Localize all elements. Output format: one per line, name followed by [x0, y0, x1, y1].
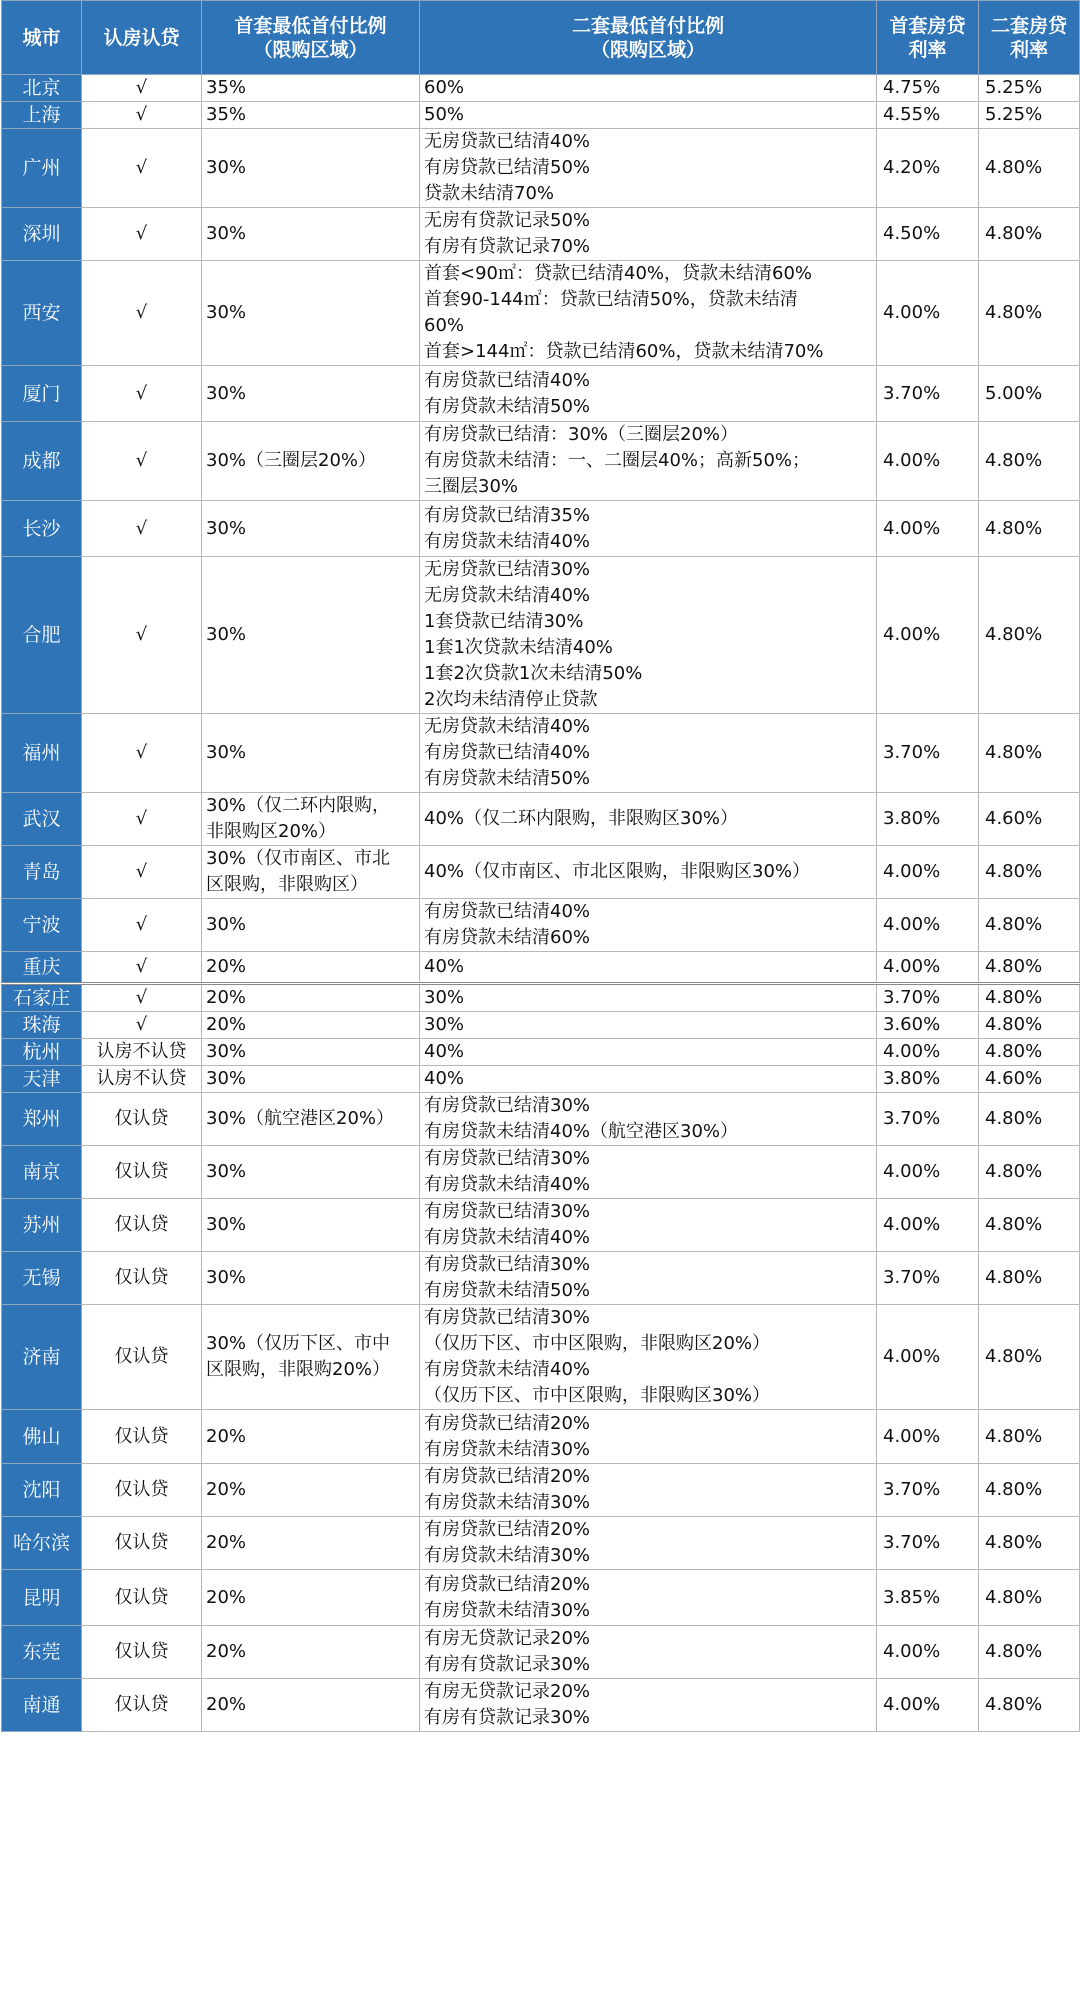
cell-second-down-payment: 50%	[420, 102, 877, 129]
cell-second-down-payment: 有房贷款已结清30% 有房贷款未结清50%	[420, 1252, 877, 1305]
cell-first-down-payment: 30%	[202, 899, 420, 952]
cell-recognition: 仅认贷	[82, 1199, 202, 1252]
cell-second-down-payment: 40%	[420, 952, 877, 984]
cell-second-rate: 4.80%	[979, 422, 1080, 501]
cell-second-down-payment: 60%	[420, 75, 877, 102]
table-row	[2, 1093, 1080, 1146]
cell-first-down-payment: 30%	[202, 1066, 420, 1093]
cell-first-rate: 3.70%	[877, 1464, 979, 1517]
table-row	[2, 75, 1080, 102]
cell-first-rate: 3.70%	[877, 1252, 979, 1305]
cell-recognition: 仅认贷	[82, 1626, 202, 1679]
cell-first-rate: 4.00%	[877, 1626, 979, 1679]
cell-city: 福州	[2, 714, 82, 793]
cell-city: 南通	[2, 1679, 82, 1732]
cell-first-down-payment: 30%	[202, 501, 420, 557]
cell-second-down-payment: 有房贷款已结清30% 有房贷款未结清40%	[420, 1199, 877, 1252]
table-row	[2, 1679, 1080, 1732]
cell-second-rate: 4.80%	[979, 1410, 1080, 1464]
cell-first-rate: 4.00%	[877, 1305, 979, 1410]
cell-first-down-payment: 20%	[202, 1679, 420, 1732]
cell-second-down-payment: 40%（仅市南区、市北区限购，非限购区30%）	[420, 846, 877, 899]
cell-city: 成都	[2, 422, 82, 501]
cell-city: 西安	[2, 261, 82, 366]
cell-first-rate: 4.00%	[877, 1199, 979, 1252]
cell-city: 苏州	[2, 1199, 82, 1252]
cell-second-down-payment: 有房贷款已结清30% （仅历下区、市中区限购，非限购区20%） 有房贷款未结清40% （仅历下区、市中区限购，非限购区30%）	[420, 1305, 877, 1410]
cell-recognition: √	[82, 261, 202, 366]
cell-second-down-payment: 有房贷款已结清20% 有房贷款未结清30%	[420, 1464, 877, 1517]
cell-first-down-payment: 20%	[202, 1464, 420, 1517]
cell-second-rate: 4.80%	[979, 557, 1080, 714]
cell-second-rate: 5.25%	[979, 75, 1080, 102]
cell-first-rate: 3.60%	[877, 1012, 979, 1039]
cell-second-down-payment: 有房无贷款记录20% 有房有贷款记录30%	[420, 1679, 877, 1732]
cell-recognition: √	[82, 557, 202, 714]
cell-second-down-payment: 有房贷款已结清20% 有房贷款未结清30%	[420, 1570, 877, 1626]
cell-second-down-payment: 30%	[420, 1012, 877, 1039]
header-city: 城市	[2, 1, 82, 75]
cell-first-down-payment: 30%（航空港区20%）	[202, 1093, 420, 1146]
cell-second-rate: 4.80%	[979, 1464, 1080, 1517]
cell-first-rate: 3.70%	[877, 1517, 979, 1570]
cell-city: 沈阳	[2, 1464, 82, 1517]
cell-first-rate: 4.00%	[877, 952, 979, 984]
cell-second-rate: 4.80%	[979, 1570, 1080, 1626]
cell-recognition: 认房不认贷	[82, 1039, 202, 1066]
cell-city: 宁波	[2, 899, 82, 952]
header-first-down-payment: 首套最低首付比例 （限购区域）	[202, 1, 420, 75]
cell-first-rate: 3.70%	[877, 1093, 979, 1146]
cell-recognition: 仅认贷	[82, 1679, 202, 1732]
cell-city: 广州	[2, 129, 82, 208]
header-second-down-payment: 二套最低首付比例 （限购区域）	[420, 1, 877, 75]
cell-city: 哈尔滨	[2, 1517, 82, 1570]
cell-first-rate: 4.00%	[877, 422, 979, 501]
table-row	[2, 984, 1080, 1012]
cell-second-rate: 4.80%	[979, 714, 1080, 793]
cell-city: 深圳	[2, 208, 82, 261]
cell-recognition: 仅认贷	[82, 1570, 202, 1626]
cell-recognition: √	[82, 501, 202, 557]
cell-second-down-payment: 无房贷款未结清40% 有房贷款已结清40% 有房贷款未结清50%	[420, 714, 877, 793]
cell-city: 济南	[2, 1305, 82, 1410]
table-row	[2, 1066, 1080, 1093]
cell-city: 杭州	[2, 1039, 82, 1066]
header-second-rate: 二套房贷 利率	[979, 1, 1080, 75]
cell-second-rate: 4.80%	[979, 129, 1080, 208]
cell-recognition: √	[82, 422, 202, 501]
cell-first-rate: 4.20%	[877, 129, 979, 208]
cell-second-down-payment: 首套<90㎡：贷款已结清40%，贷款未结清60% 首套90-144㎡：贷款已结清50%，贷款未结清 60% 首套>144㎡：贷款已结清60%，贷款未结清70%	[420, 261, 877, 366]
cell-second-down-payment: 无房贷款已结清40% 有房贷款已结清50% 贷款未结清70%	[420, 129, 877, 208]
table-row	[2, 261, 1080, 366]
cell-first-down-payment: 30%	[202, 714, 420, 793]
cell-first-down-payment: 30%	[202, 1252, 420, 1305]
cell-first-rate: 4.00%	[877, 557, 979, 714]
table-row	[2, 952, 1080, 984]
cell-recognition: 仅认贷	[82, 1517, 202, 1570]
cell-first-down-payment: 30%	[202, 1146, 420, 1199]
cell-first-rate: 4.00%	[877, 261, 979, 366]
table-row	[2, 1570, 1080, 1626]
cell-first-rate: 3.80%	[877, 793, 979, 846]
cell-recognition: √	[82, 899, 202, 952]
table-row	[2, 1252, 1080, 1305]
cell-recognition: 仅认贷	[82, 1464, 202, 1517]
cell-first-down-payment: 30%	[202, 208, 420, 261]
cell-city: 厦门	[2, 366, 82, 422]
table-row	[2, 793, 1080, 846]
cell-recognition: 仅认贷	[82, 1252, 202, 1305]
cell-first-down-payment: 30%（三圈层20%）	[202, 422, 420, 501]
cell-recognition: √	[82, 846, 202, 899]
cell-first-rate: 3.70%	[877, 714, 979, 793]
cell-first-down-payment: 20%	[202, 984, 420, 1012]
cell-second-rate: 5.00%	[979, 366, 1080, 422]
cell-first-rate: 4.55%	[877, 102, 979, 129]
cell-second-down-payment: 30%	[420, 984, 877, 1012]
table-row	[2, 1626, 1080, 1679]
cell-recognition: 仅认贷	[82, 1146, 202, 1199]
cell-first-down-payment: 30%	[202, 261, 420, 366]
cell-first-rate: 4.50%	[877, 208, 979, 261]
table-body	[2, 75, 1080, 1732]
cell-first-down-payment: 35%	[202, 75, 420, 102]
cell-second-rate: 4.60%	[979, 1066, 1080, 1093]
cell-first-down-payment: 20%	[202, 1517, 420, 1570]
table-row	[2, 1410, 1080, 1464]
cell-second-down-payment: 无房贷款已结清30% 无房贷款未结清40% 1套贷款已结清30% 1套1次贷款未结清40% 1套2次贷款1次未结清50% 2次均未结清停止贷款	[420, 557, 877, 714]
cell-second-rate: 4.80%	[979, 261, 1080, 366]
cell-second-down-payment: 有房贷款已结清：30%（三圈层20%） 有房贷款未结清：一、二圈层40%；高新50%； 三圈层30%	[420, 422, 877, 501]
table-row	[2, 129, 1080, 208]
table-row	[2, 1199, 1080, 1252]
header-first-rate: 首套房贷 利率	[877, 1, 979, 75]
cell-first-rate: 4.00%	[877, 1679, 979, 1732]
cell-second-rate: 4.80%	[979, 1146, 1080, 1199]
cell-recognition: 仅认贷	[82, 1410, 202, 1464]
cell-first-down-payment: 35%	[202, 102, 420, 129]
cell-city: 珠海	[2, 1012, 82, 1039]
cell-second-down-payment: 有房贷款已结清20% 有房贷款未结清30%	[420, 1517, 877, 1570]
cell-second-rate: 4.80%	[979, 984, 1080, 1012]
cell-first-down-payment: 20%	[202, 1626, 420, 1679]
cell-first-down-payment: 30%	[202, 1199, 420, 1252]
cell-city: 石家庄	[2, 984, 82, 1012]
cell-second-down-payment: 有房贷款已结清40% 有房贷款未结清60%	[420, 899, 877, 952]
cell-recognition: 仅认贷	[82, 1305, 202, 1410]
cell-city: 佛山	[2, 1410, 82, 1464]
cell-first-rate: 4.75%	[877, 75, 979, 102]
cell-first-down-payment: 30%	[202, 1039, 420, 1066]
cell-second-rate: 4.80%	[979, 1626, 1080, 1679]
cell-city: 长沙	[2, 501, 82, 557]
cell-first-down-payment: 20%	[202, 1012, 420, 1039]
cell-first-rate: 3.70%	[877, 984, 979, 1012]
cell-second-rate: 4.80%	[979, 1039, 1080, 1066]
cell-first-rate: 4.00%	[877, 1146, 979, 1199]
cell-city: 上海	[2, 102, 82, 129]
cell-recognition: √	[82, 984, 202, 1012]
table-row	[2, 557, 1080, 714]
cell-first-rate: 4.00%	[877, 1410, 979, 1464]
table-row	[2, 899, 1080, 952]
cell-recognition: 认房不认贷	[82, 1066, 202, 1093]
cell-second-rate: 4.80%	[979, 1679, 1080, 1732]
cell-first-rate: 4.00%	[877, 846, 979, 899]
table-row	[2, 1305, 1080, 1410]
cell-first-down-payment: 30%（仅市南区、市北 区限购，非限购区）	[202, 846, 420, 899]
cell-first-down-payment: 30%	[202, 557, 420, 714]
cell-second-down-payment: 有房贷款已结清30% 有房贷款未结清40%	[420, 1146, 877, 1199]
cell-recognition: √	[82, 952, 202, 984]
cell-first-down-payment: 20%	[202, 952, 420, 984]
cell-first-rate: 3.85%	[877, 1570, 979, 1626]
cell-second-down-payment: 40%（仅二环内限购，非限购区30%）	[420, 793, 877, 846]
table-row	[2, 422, 1080, 501]
cell-first-rate: 4.00%	[877, 501, 979, 557]
table-row	[2, 1012, 1080, 1039]
table-row	[2, 714, 1080, 793]
cell-first-rate: 3.80%	[877, 1066, 979, 1093]
cell-first-rate: 4.00%	[877, 1039, 979, 1066]
cell-second-rate: 5.25%	[979, 102, 1080, 129]
cell-second-down-payment: 40%	[420, 1066, 877, 1093]
cell-city: 无锡	[2, 1252, 82, 1305]
cell-first-rate: 4.00%	[877, 899, 979, 952]
cell-city: 北京	[2, 75, 82, 102]
cell-recognition: √	[82, 366, 202, 422]
cell-recognition: √	[82, 75, 202, 102]
cell-first-down-payment: 30%	[202, 366, 420, 422]
cell-second-down-payment: 40%	[420, 1039, 877, 1066]
cell-recognition: √	[82, 208, 202, 261]
table-row	[2, 1146, 1080, 1199]
cell-second-rate: 4.80%	[979, 1517, 1080, 1570]
cell-first-down-payment: 30%（仅历下区、市中 区限购，非限购20%）	[202, 1305, 420, 1410]
cell-second-rate: 4.80%	[979, 1305, 1080, 1410]
cell-second-rate: 4.80%	[979, 1252, 1080, 1305]
cell-second-rate: 4.60%	[979, 793, 1080, 846]
cell-city: 天津	[2, 1066, 82, 1093]
cell-first-down-payment: 30%	[202, 129, 420, 208]
table-row	[2, 208, 1080, 261]
cell-city: 南京	[2, 1146, 82, 1199]
cell-second-rate: 4.80%	[979, 952, 1080, 984]
table-row	[2, 846, 1080, 899]
mortgage-policy-table-container	[1, 0, 1079, 1732]
cell-city: 昆明	[2, 1570, 82, 1626]
cell-recognition: 仅认贷	[82, 1093, 202, 1146]
cell-city: 重庆	[2, 952, 82, 984]
cell-second-rate: 4.80%	[979, 501, 1080, 557]
cell-first-rate: 3.70%	[877, 366, 979, 422]
cell-second-down-payment: 有房贷款已结清20% 有房贷款未结清30%	[420, 1410, 877, 1464]
cell-second-down-payment: 有房贷款已结清30% 有房贷款未结清40%（航空港区30%）	[420, 1093, 877, 1146]
cell-city: 郑州	[2, 1093, 82, 1146]
cell-recognition: √	[82, 1012, 202, 1039]
table-row	[2, 501, 1080, 557]
cell-recognition: √	[82, 714, 202, 793]
cell-second-rate: 4.80%	[979, 1093, 1080, 1146]
table-row	[2, 366, 1080, 422]
cell-city: 合肥	[2, 557, 82, 714]
table-row	[2, 1464, 1080, 1517]
cell-city: 青岛	[2, 846, 82, 899]
table-row	[2, 1039, 1080, 1066]
cell-first-down-payment: 20%	[202, 1410, 420, 1464]
cell-city: 东莞	[2, 1626, 82, 1679]
table-row	[2, 1517, 1080, 1570]
cell-recognition: √	[82, 129, 202, 208]
cell-first-down-payment: 30%（仅二环内限购， 非限购区20%）	[202, 793, 420, 846]
cell-recognition: √	[82, 793, 202, 846]
mortgage-policy-table	[1, 0, 1080, 1732]
cell-second-rate: 4.80%	[979, 208, 1080, 261]
cell-first-down-payment: 20%	[202, 1570, 420, 1626]
cell-second-rate: 4.80%	[979, 1012, 1080, 1039]
cell-second-down-payment: 无房有贷款记录50% 有房有贷款记录70%	[420, 208, 877, 261]
header-row	[2, 1, 1080, 75]
cell-city: 武汉	[2, 793, 82, 846]
cell-second-down-payment: 有房贷款已结清35% 有房贷款未结清40%	[420, 501, 877, 557]
table-row	[2, 102, 1080, 129]
cell-second-down-payment: 有房无贷款记录20% 有房有贷款记录30%	[420, 1626, 877, 1679]
table-header	[2, 1, 1080, 75]
cell-second-rate: 4.80%	[979, 899, 1080, 952]
cell-second-rate: 4.80%	[979, 1199, 1080, 1252]
cell-second-rate: 4.80%	[979, 846, 1080, 899]
header-recognition: 认房认贷	[82, 1, 202, 75]
cell-recognition: √	[82, 102, 202, 129]
cell-second-down-payment: 有房贷款已结清40% 有房贷款未结清50%	[420, 366, 877, 422]
